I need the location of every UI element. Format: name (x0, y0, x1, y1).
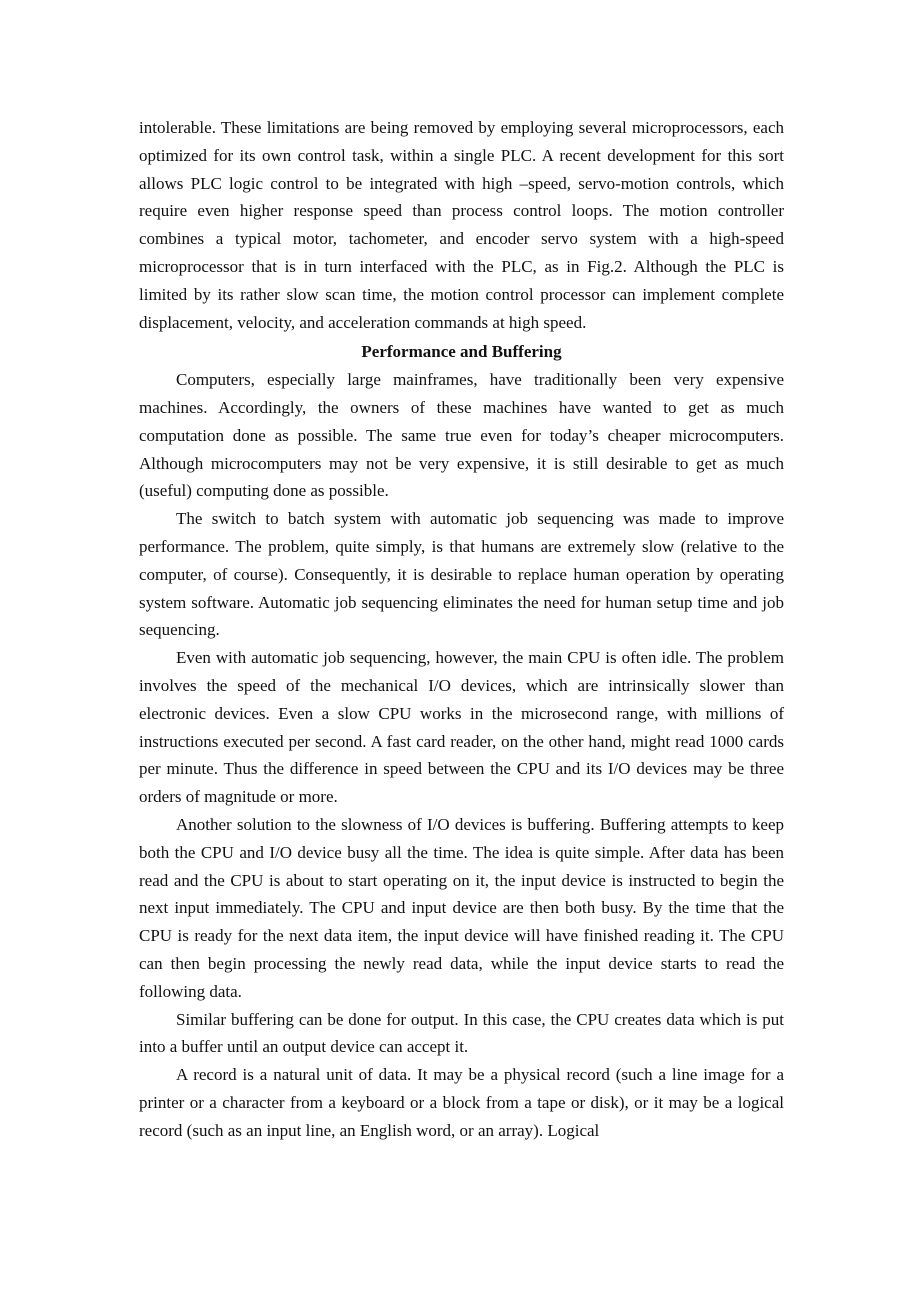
body-paragraph-3: Even with automatic job sequencing, however, the main CPU is often idle. The problem involves the speed of the mechanical I/O devices, which are intrinsically slower than electronic devices. Even a slow CPU works in the microsecond range, with millions of instructions executed per second. A fast card reader, on the other hand, might read 1000 cards per minute. Thus the difference in speed between the CPU and its I/O devices may be three orders of magnitude or more. (139, 648, 784, 807)
body-paragraph-5: Similar buffering can be done for output. In this case, the CPU creates data which is put into a buffer until an output device can accept it. (139, 1009, 784, 1057)
continued-paragraph: intolerable. These limitations are being removed by employing several microprocessors, each optimized for its own control task, within a single PLC. A recent development for this sort allows PLC logic control to be integrated with high –speed, servo-motion controls, which require even higher response speed than process control loops. The motion controller combines a typical motor, tachometer, and encoder servo system with a high-speed microprocessor that is in turn interfaced with the PLC, as in Fig.2. Although the PLC is limited by its rather slow scan time, the motion control processor can implement complete displacement, velocity, and acceleration commands at high speed. (139, 118, 784, 332)
section-heading: Performance and Buffering (361, 342, 562, 362)
body-paragraph-4: Another solution to the slowness of I/O devices is buffering. Buffering attempts to keep both the CPU and I/O device busy all the time. The idea is quite simple. After data has been read and the CPU is about to start operating on it, the input device is instructed to begin the next input immediately. The CPU and input device are then both busy. By the time that the CPU is ready for the next data item, the input device will have finished reading it. The CPU can then begin processing the newly read data, while the input device starts to read the following data. (139, 814, 784, 1001)
document-body (139, 114, 784, 1144)
body-paragraph-1: Computers, especially large mainframes, have traditionally been very expensive machines. Accordingly, the owners of these machines have wanted to get as much computation done as possible. The same true even for today’s cheaper microcomputers. Although microcomputers may not be very expensive, it is still desirable to get as much (useful) computing done as possible. (139, 370, 784, 501)
body-paragraph-6: A record is a natural unit of data. It may be a physical record (such a line image for a printer or a character from a keyboard or a block from a tape or disk), or it may be a logical record (such as an input line, an English word, or an array). Logical (139, 1065, 784, 1140)
body-paragraph-2: The switch to batch system with automatic job sequencing was made to improve performance. The problem, quite simply, is that humans are extremely slow (relative to the computer, of course). Consequently, it is desirable to replace human operation by operating system software. Automatic job sequencing eliminates the need for human setup time and job sequencing. (139, 509, 784, 640)
